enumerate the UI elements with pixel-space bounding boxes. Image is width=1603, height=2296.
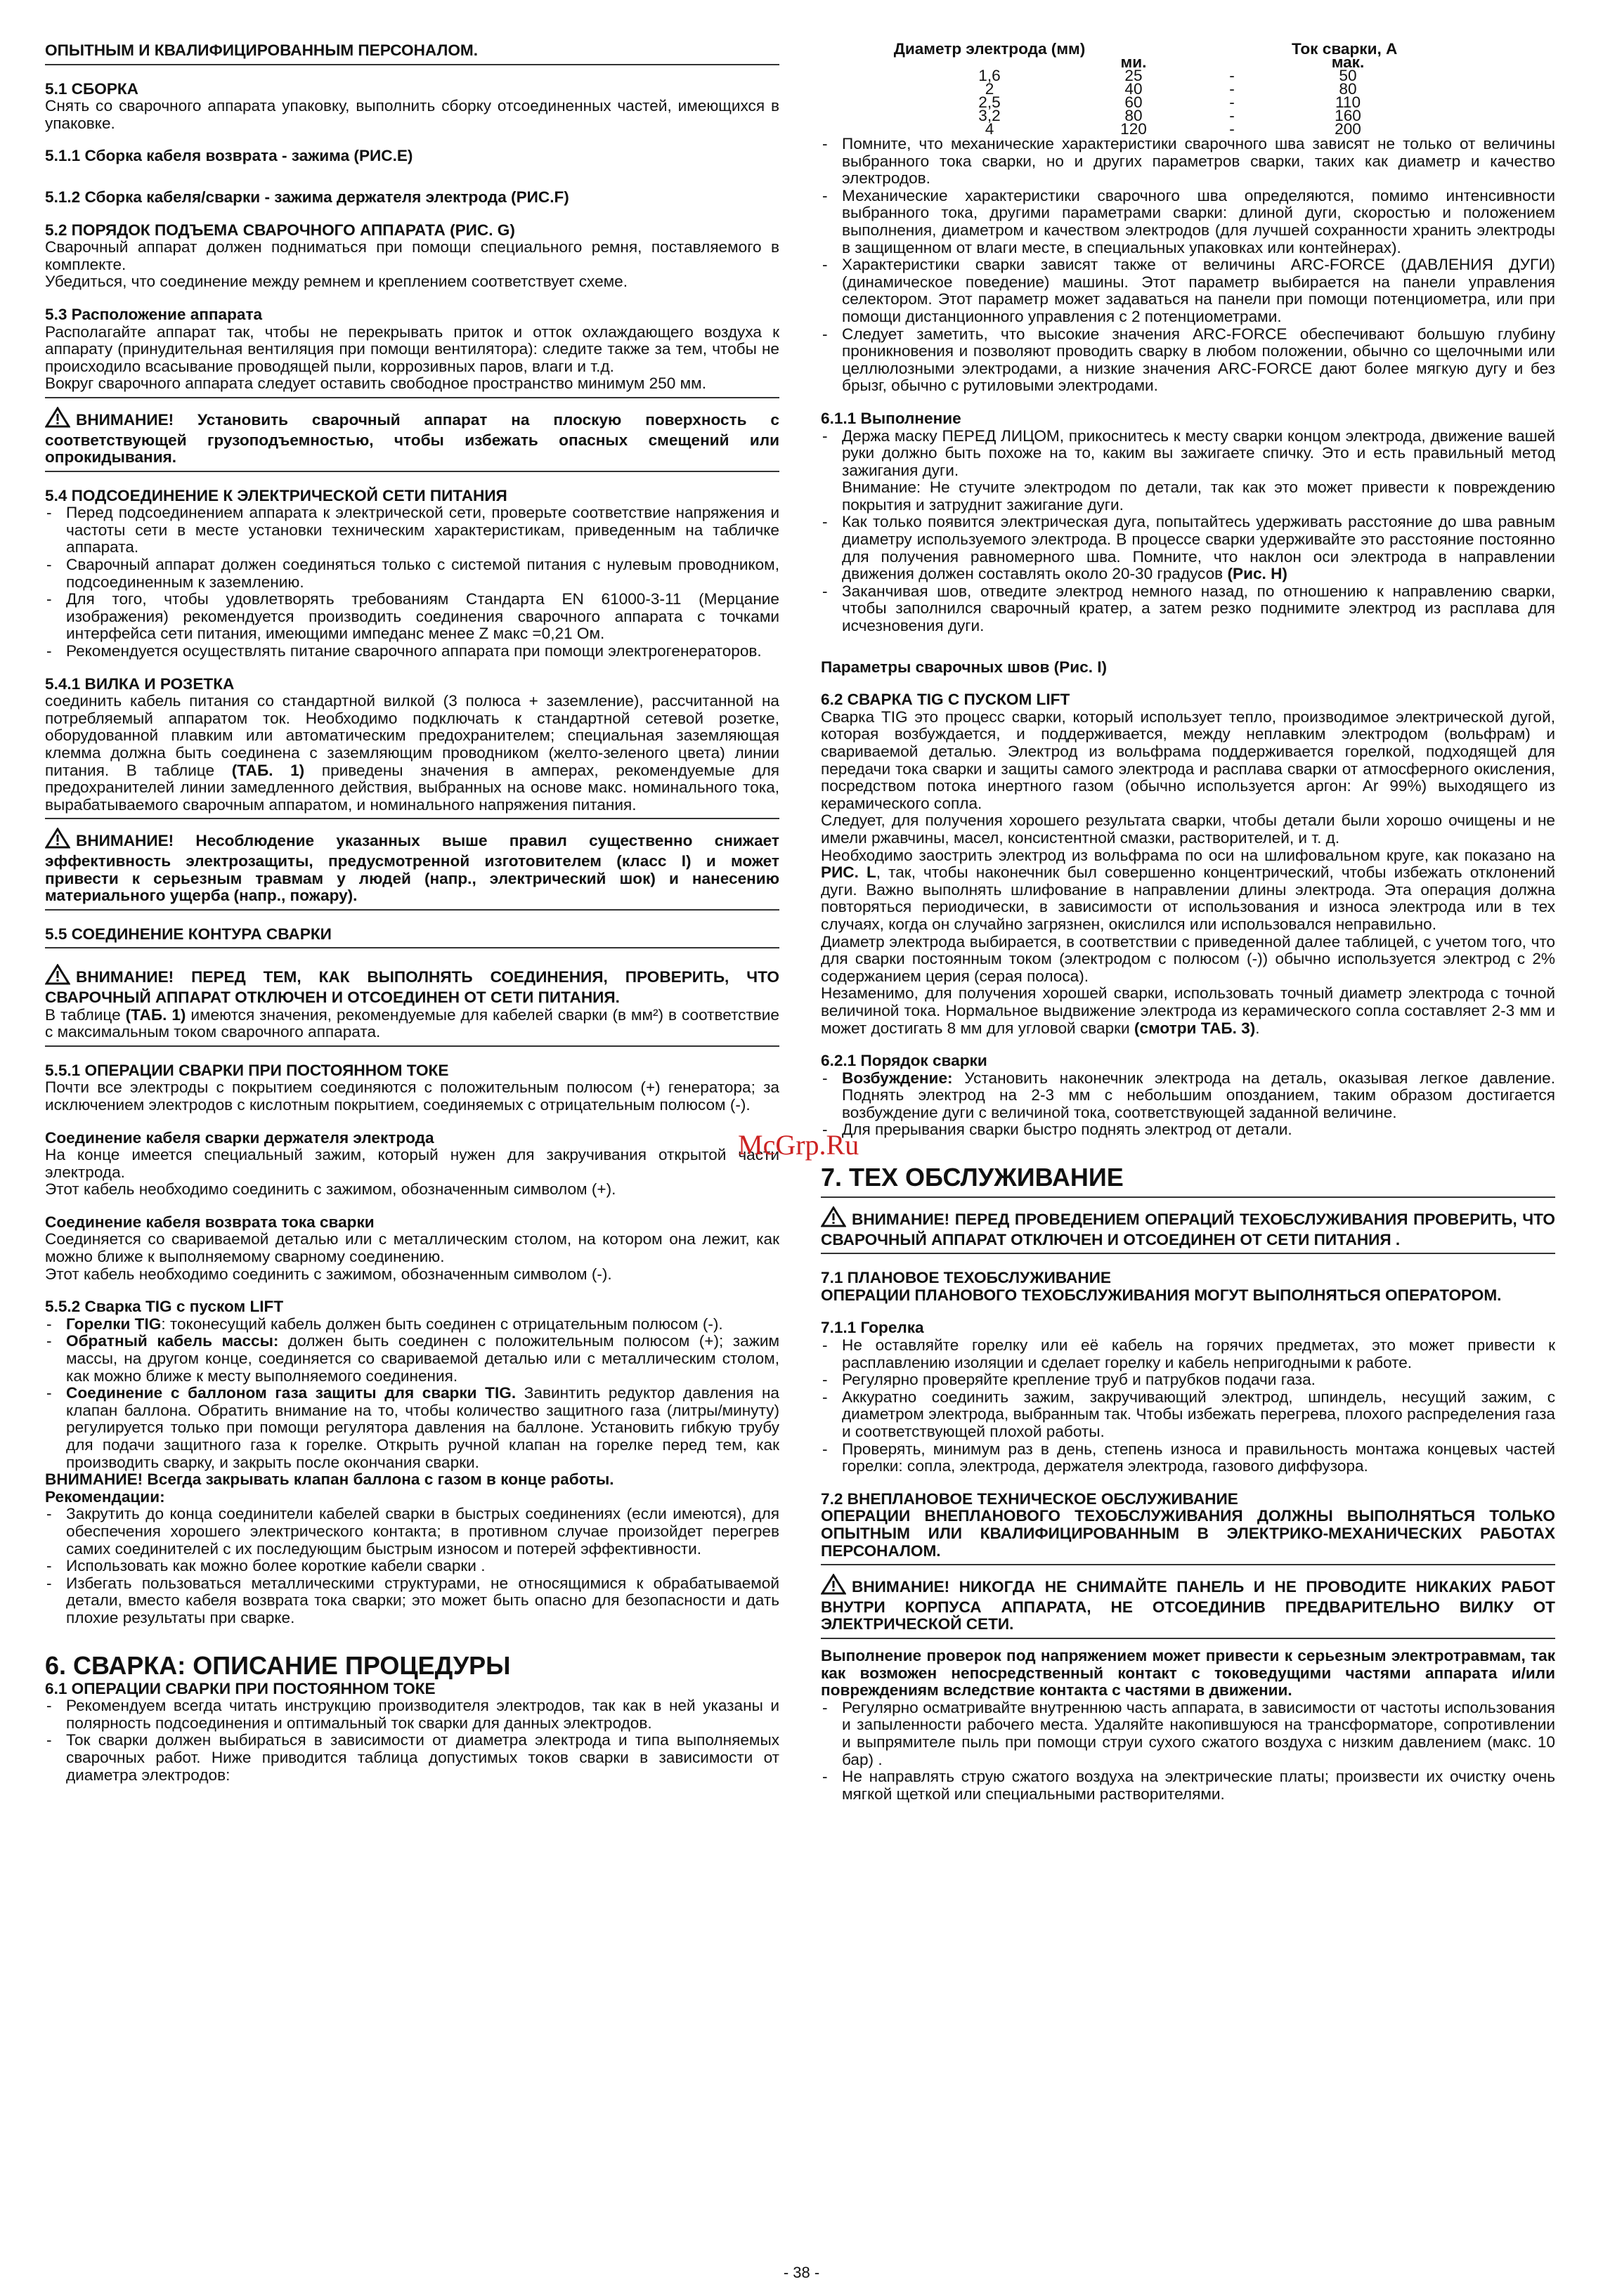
cleaning-list <box>821 1700 1555 1803</box>
welding-notes-list <box>821 136 1555 395</box>
weld-parameters-title: Параметры сварочных швов (Рис. I) <box>821 658 1108 676</box>
section-5-3-text: Располагайте аппарат так, чтобы не перекрывать приток и отток охлаждающего воздуха к аппарату (принудительная вентиляция при помощи вентилятора): следите также за тем, чтобы не происходило всасывание проводящей пыли, коррозивных паров, влаги и т.д. <box>45 322 779 375</box>
section-6-2-1-list <box>821 1070 1555 1139</box>
section-6-2-title: 6.2 СВАРКА TIG С ПУСКОМ LIFT <box>821 691 1070 709</box>
section-6-2-text-4: Диаметр электрода выбирается, в соответствии с приведенной далее таблицей, с учетом того, что для сварки постоянным током (электродом с полюсом (-)) обычно используется электрод с 2% содержанием церия (серая полоса). <box>821 932 1555 985</box>
list-item: - Закрутить до конца соединители кабелей сварки в быстрых соединениях (если имеются), для обеспечения хорошего электрического контакта; в противном случае произойдет перегрев самих соединителей с их последующим быстрым износом и потерей эффективности. <box>45 1506 779 1558</box>
warning-icon <box>45 828 70 853</box>
section-7-1-1-list <box>821 1337 1555 1475</box>
section-5-2-text-2: Убедиться, что соединение между ремнем и креплением соответствует схеме. <box>45 273 628 291</box>
list-item: - Обратный кабель массы: должен быть соединен с положительным полюсом (+); зажим массы, на другом конце, соединяется со свариваемой деталью или с металлическим столом, как можно ближе к месту выполняемого соединения. <box>45 1333 779 1385</box>
warning-icon <box>821 1206 846 1232</box>
header-continuation: ОПЫТНЫМ И КВАЛИФИЦИРОВАННЫМ ПЕРСОНАЛОМ. <box>45 41 478 59</box>
list-item: - Избегать пользоваться металлическими структурами, не относящимися к обрабатываемой детали, вместо кабеля возврата тока сварки; это может быть опасно для безопасности и дать плохие результаты при сварке. <box>45 1575 779 1627</box>
section-5-3-text-2: Вокруг сварочного аппарата следует оставить свободное пространство минимум 250 мм. <box>45 374 706 393</box>
section-6-2-text-3: Необходимо заострить электрод из вольфрама по оси на шлифовальном круге, как показано на РИС. L, так, чтобы наконечник был совершенно концентрический, чтобы избежать отклонений дуги. Важно выполнять шлифование в направлении длины электрода. Эта операция должна повторяться периодически, в зависимости от использования и износа электрода или в тех случаях, когда он случайно загрязнен, окислился или использовался неправильно. <box>821 846 1556 933</box>
list-item: - Проверять, минимум раз в день, степень износа и правильность монтажа концевых частей горелки: сопла, электрода, держателя электрода, газового диффузора. <box>821 1441 1555 1475</box>
list-item: - Перед подсоединением аппарата к электрической сети, проверьте соответствие напряжения и частоты сети в месте установки техническим характеристикам, приведенным на табличке аппарата. <box>45 504 779 556</box>
section-5-1-title: 5.1 СБОРКА <box>45 79 138 98</box>
section-6-2-text-5: Незаменимо, для получения хорошей сварки, использовать точный диаметр электрода с точной величиной тока. Нормальное выдвижение электрода из керамического сопла составляет 2-3 мм и может достигать 8 мм для угловой сварки (смотри ТАБ. 3). <box>821 984 1555 1037</box>
list-item: - Помните, что механические характеристики сварочного шва зависят не только от величины выбранного тока сварки, но и других параметров сварки, таких как диаметр и качество электродов. <box>821 136 1555 188</box>
section-6-2-1-title: 6.2.1 Порядок сварки <box>821 1052 987 1070</box>
table-header-diameter: Диаметр электрода (мм) <box>893 40 1086 58</box>
table-row: 2 40 - 80 <box>985 80 1357 98</box>
list-item: - Возбуждение: Установить наконечник электрода на деталь, оказывая легкое давление. Поднять электрод на 2-3 мм с небольшим опозданием, таким образом достигается возбуждение дуги с величиной тока, соответствующей заданной величине. <box>821 1070 1555 1122</box>
list-item: - Для прерывания сварки быстро поднять электрод от детали. <box>821 1121 1555 1139</box>
connection-return-text-2: Этот кабель необходимо соединить с зажимом, обозначенным символом (-). <box>45 1265 612 1283</box>
warning-icon <box>821 1574 846 1599</box>
warning-icon <box>45 964 70 989</box>
live-check-warning: Выполнение проверок под напряжением может привести к серьезным электротравмам, так как возможен непосредственный контакт с токоведущими частями аппарата и/или повреждениям вследствие контакта с частями в движении. <box>821 1646 1555 1700</box>
table-row: 1,6 25 - 50 <box>978 67 1357 84</box>
table-header-current: Ток сварки, A <box>1292 40 1398 58</box>
section-5-5-text: В таблице (ТАБ. 1) имеются значения, рекомендуемые для кабелей сварки (в мм²) в соответствие с максимальным током сварочного аппарата. <box>45 1005 779 1041</box>
list-item: - Для того, чтобы удовлетворять требованиям Стандарта EN 61000-3-11 (Мерцание изображения) рекомендуется производить соединения сварочного аппарата с точками интерфейса сети питания, имеющими импеданс менее Z макс =0,21 Ом. <box>45 591 779 643</box>
list-item: - Рекомендуется осуществлять питание сварочного аппарата при помощи электрогенераторов. <box>45 643 779 660</box>
list-item: - Регулярно осматривайте внутреннюю часть аппарата, в зависимости от частоты использования и запыленности рабочего места. Удаляйте накопившуюся на трансформаторе, сопротивлении и выпрямителе пыль при помощи струи сухого сжатого воздуха с низким давлением (макс. 10 бар) . <box>821 1700 1555 1768</box>
table-row: 3,2 80 - 160 <box>978 107 1361 124</box>
page-number: - 38 - <box>783 2264 820 2281</box>
section-6-1-1-list <box>821 428 1555 635</box>
list-item: - Рекомендуем всегда читать инструкцию производителя электродов, так как в ней указаны и полярность подсоединения и оптимальный ток сварки для данных электродов. <box>45 1697 779 1732</box>
recommendations-list <box>45 1506 779 1626</box>
section-5-4-1-text: соединить кабель питания со стандартной вилкой (3 полюса + заземление), рассчитанной на потребляемый аппаратом ток. Необходимо подключать к стандартной сетевой розетке, оборудованной плавким или автоматическим предохранителем; специальная заземляющая клемма должна быть соединена с заземляющим проводником (желто-зеленого цвета) линии питания. В таблице (ТАБ. 1) приведены значения в амперах, рекомендуемые для предохранителей линии замедленного действия, выбранных на основе макс. номинального тока, вырабатываемого сварочным аппаратом, и номинального напряжения питания. <box>45 692 779 814</box>
connection-return-title: Соединение кабеля возврата тока сварки <box>45 1213 375 1231</box>
section-7-2-title: 7.2 ВНЕПЛАНОВОЕ ТЕХНИЧЕСКОЕ ОБСЛУЖИВАНИЕ <box>821 1489 1238 1508</box>
section-5-4-list <box>45 504 779 660</box>
section-5-5-title: 5.5 СОЕДИНЕНИЕ КОНТУРА СВАРКИ <box>45 925 332 943</box>
table-row: 2,5 60 - 110 <box>978 93 1361 111</box>
list-item: - Следует заметить, что высокие значения ARC-FORCE обеспечивают большую глубину проникновения и позволяют проводить сварку в любом положении, обычно со щелочными или целлюлозными электродами, а низкие значения ARC-FORCE дают более мягкую дугу и без брызг, обычно с рутиловыми электродами. <box>821 326 1555 395</box>
list-item: - Не направлять струю сжатого воздуха на электрические платы; произвести их очистку очень мягкой щеткой или специальными растворителями. <box>821 1768 1555 1803</box>
list-item: - Использовать как можно более короткие кабели сварки . <box>45 1558 779 1575</box>
list-item: - Не оставляйте горелку или её кабель на горячих предметах, это может привести к расплавлению изоляции и сделает горелку и кабель непригодными к работе. <box>821 1337 1555 1371</box>
connection-electrode-title: Соединение кабеля сварки держателя электрода <box>45 1128 434 1147</box>
current-table <box>884 42 1404 136</box>
section-5-5-2-list <box>45 1316 779 1471</box>
list-item: - Характеристики сварки зависят также от величины ARC-FORCE (ДАВЛЕНИЯ ДУГИ) (динамическое поведение) машины. Этот параметр выбирается на панели управления селектором. Этот параметр может задаваться на панели при помощи потенциометра, или при помощи дистанционного управления с 2 потенциометрами. <box>821 256 1555 325</box>
section-7-1-subtitle: ОПЕРАЦИИ ПЛАНОВОГО ТЕХОБСЛУЖИВАНИЯ МОГУТ ВЫПОЛНЯТЬСЯ ОПЕРАТОРОМ. <box>821 1286 1502 1304</box>
section-5-1-2-title: 5.1.2 Сборка кабеля/сварки - зажима держателя электрода (РИС.F) <box>45 188 569 206</box>
warning-4: ВНИМАНИЕ! ПЕРЕД ПРОВЕДЕНИЕМ ОПЕРАЦИЙ ТЕХОБСЛУЖИВАНИЯ ПРОВЕРИТЬ, ЧТО СВАРОЧНЫЙ АППАРАТ ОТКЛЮЧЕН И ОТСОЕДИНЕН ОТ СЕТИ ПИТАНИЯ . <box>821 1206 1555 1248</box>
left-column <box>45 42 779 1784</box>
warning-icon <box>45 407 70 432</box>
warning-5: ВНИМАНИЕ! НИКОГДА НЕ СНИМАЙТЕ ПАНЕЛЬ И НЕ ПРОВОДИТЕ НИКАКИХ РАБОТ ВНУТРИ КОРПУСА АППАРАТА, НЕ ОТСОЕДИНИВ ПРЕДВАРИТЕЛЬНО ВИЛКУ ОТ ЭЛЕКТРИЧЕСКОЙ СЕТИ. <box>821 1574 1555 1633</box>
list-item: - Сварочный аппарат должен соединяться только с системой питания с нулевым проводником, подсоединенным к заземлению. <box>45 556 779 591</box>
right-column <box>821 42 1555 1803</box>
section-6-1-title: 6.1 ОПЕРАЦИИ СВАРКИ ПРИ ПОСТОЯННОМ ТОКЕ <box>45 1679 436 1697</box>
list-item: - Регулярно проверяйте крепление труб и патрубков подачи газа. <box>821 1371 1555 1389</box>
list-item: - Горелки TIG: токонесущий кабель должен быть соединен с отрицательным полюсом (-). <box>45 1316 779 1333</box>
section-7-1-title: 7.1 ПЛАНОВОЕ ТЕХОБСЛУЖИВАНИЕ <box>821 1269 1111 1287</box>
recommendations-title: Рекомендации: <box>45 1487 165 1506</box>
warning-2: ВНИМАНИЕ! Несоблюдение указанных выше правил существенно снижает эффективность электрозащиты, предусмотренной изготовителем (класс I) и может привести к серьезным травмам у людей (напр., электрический шок) и нанесению материального ущерба (напр., пожару). <box>45 828 779 904</box>
table-row: 4 120 - 200 <box>985 120 1361 138</box>
connection-electrode-text-2: Этот кабель необходимо соединить с зажимом, обозначенным символом (+). <box>45 1180 616 1199</box>
connection-electrode-text: На конце имеется специальный зажим, который нужен для закручивания открытой части электрода. <box>45 1146 779 1181</box>
table-header-max: мак. <box>1331 53 1365 71</box>
section-6-1-1-title: 6.1.1 Выполнение <box>821 409 961 427</box>
list-item: - Соединение с баллоном газа защиты для сварки TIG. Завинтить редуктор давления на клапан баллона. Обратить внимание на то, чтобы количество защитного газа (литры/минуту) регулируется только при помощи регулятора давления на баллоне. Установить гибкую трубу для подачи защитного газа к горелке. Открыть ручной клапан на горелке перед тем, как производить сварку, и закрыть после окончания сварки. <box>45 1385 779 1471</box>
list-item: - Заканчивая шов, отведите электрод немного назад, по отношению к направлению сварки, чтобы заполнился сварочный кратер, а затем резко поднимите электрод из расплава для исчезновения дуги. <box>821 583 1555 635</box>
section-6-2-text: Сварка TIG это процесс сварки, который использует тепло, производимое электрической дугой, которая возбуждается, и поддерживается, между неплавким электродом (вольфрам) и свариваемой деталью. Электрод из вольфрама поддерживается горелкой, подходящей для передачи тока сварки и защиты самого электрода и расплава сварки от атмосферного окисления, посредством потока инертного газом (обычно используется аргон: Ar 99%) выходящего из керамического сопла. <box>821 707 1555 812</box>
table-header-min: ми. <box>1120 53 1147 71</box>
gas-valve-warning: ВНИМАНИЕ! Всегда закрывать клапан баллона с газом в конце работы. <box>45 1470 614 1489</box>
list-item: - Механические характеристики сварочного шва определяются, помимо интенсивности выбранного тока, другими параметрами сварки: длиной дуги, скоростью и положением выполнения, диаметром и качеством электродов (для лучшей сохранности хранить электроды в защищенном от влаги месте, в специальных упаковках или контейнерах). <box>821 188 1555 256</box>
section-5-2-title: 5.2 ПОРЯДОК ПОДЪЕМА СВАРОЧНОГО АППАРАТА (РИС. G) <box>45 221 515 239</box>
section-5-2-text: Сварочный аппарат должен подниматься при помощи специального ремня, поставляемого в комплекте. <box>45 238 779 273</box>
connection-return-text: Соединяется со свариваемой деталью или с металлическим столом, на котором она лежит, как можно ближе к выполняемому сварному соединению. <box>45 1230 779 1266</box>
section-7-1-1-title: 7.1.1 Горелка <box>821 1319 924 1337</box>
warning-1: ВНИМАНИЕ! Установить сварочный аппарат на плоскую поверхность с соответствующей грузоподъемностью, чтобы избежать опасных смещений или опрокидывания. <box>45 407 779 467</box>
watermark: McGrp.Ru <box>738 1129 859 1161</box>
section-5-1-text: Снять со сварочного аппарата упаковку, выполнить сборку отсоединенных частей, имеющихся в упаковке. <box>45 97 779 132</box>
section-5-4-1-title: 5.4.1 ВИЛКА И РОЗЕТКА <box>45 674 235 693</box>
list-item: - Как только появится электрическая дуга, попытайтесь удерживать расстояние до шва равным диаметру используемого электрода. В процессе сварки удерживайте это расстояние постоянно для получения равномерного шва. Помните, что наклон оси электрода в направлении движения должен составлять около 20-30 градусов (Рис. H) <box>821 514 1555 582</box>
section-6-2-text-2: Следует, для получения хорошего результата сварки, чтобы детали были хорошо очищены и не имели ржавчины, масел, консистентной смазки, растворителей, и т. д. <box>821 811 1555 847</box>
section-5-5-2-title: 5.5.2 Сварка TIG с пуском LIFT <box>45 1298 284 1316</box>
section-7-2-subtitle: ОПЕРАЦИИ ВНЕПЛАНОВОГО ТЕХОБСЛУЖИВАНИЯ ДОЛЖНЫ ВЫПОЛНЯТЬСЯ ТОЛЬКО ОПЫТНЫМ ИЛИ КВАЛИФИЦИРОВАННЫМ В ЭЛЕКТРИКО-МЕХАНИЧЕСКИХ РАБОТАХ ПЕРСОНАЛОМ. <box>821 1507 1555 1560</box>
list-item: - Держа маску ПЕРЕД ЛИЦОМ, прикоснитесь к месту сварки концом электрода, движение вашей руки должно быть похоже на то, каким вы зажигаете спичку. Это и есть правильный метод зажигания дуги. Внимание: Не стучите электродом по детали, так как это может привести к повреждению покрытия и затруднит зажигание дуги. <box>821 428 1555 514</box>
section-5-5-1-text: Почти все электроды с покрытием соединяются с положительным полюсом (+) генератора; за исключением электродов с кислотным покрытием, соединяемых с отрицательным полюсом (-). <box>45 1078 779 1114</box>
chapter-6-title: 6. СВАРКА: ОПИСАНИЕ ПРОЦЕДУРЫ <box>45 1650 511 1680</box>
list-item: - Ток сварки должен выбираться в зависимости от диаметра электрода и типа выполняемых сварочных работ. Ниже приводится таблица допустимых токов сварки в зависимости от диаметра электродов: <box>45 1732 779 1784</box>
chapter-7-title: 7. ТЕХ ОБСЛУЖИВАНИЕ <box>821 1163 1124 1192</box>
warning-3: ВНИМАНИЕ! ПЕРЕД ТЕМ, КАК ВЫПОЛНЯТЬ СОЕДИНЕНИЯ, ПРОВЕРИТЬ, ЧТО СВАРОЧНЫЙ АППАРАТ ОТКЛЮЧЕН И ОТСОЕДИНЕН ОТ СЕТИ ПИТАНИЯ. <box>45 964 779 1006</box>
section-6-1-list <box>45 1697 779 1784</box>
section-5-5-1-title: 5.5.1 ОПЕРАЦИИ СВАРКИ ПРИ ПОСТОЯННОМ ТОКЕ <box>45 1061 449 1079</box>
section-5-4-title: 5.4 ПОДСОЕДИНЕНИЕ К ЭЛЕКТРИЧЕСКОЙ СЕТИ ПИТАНИЯ <box>45 486 507 504</box>
list-item: - Аккуратно соединить зажим, закручивающий электрод, шпиндель, несущий зажим, с диаметром электрода, выбранным так. Чтобы избежать перегрева, плохого распределения газа и соответствующей плохой работы. <box>821 1389 1555 1441</box>
section-5-3-title: 5.3 Расположение аппарата <box>45 305 263 323</box>
section-5-1-1-title: 5.1.1 Сборка кабеля возврата - зажима (РИС.E) <box>45 147 413 165</box>
